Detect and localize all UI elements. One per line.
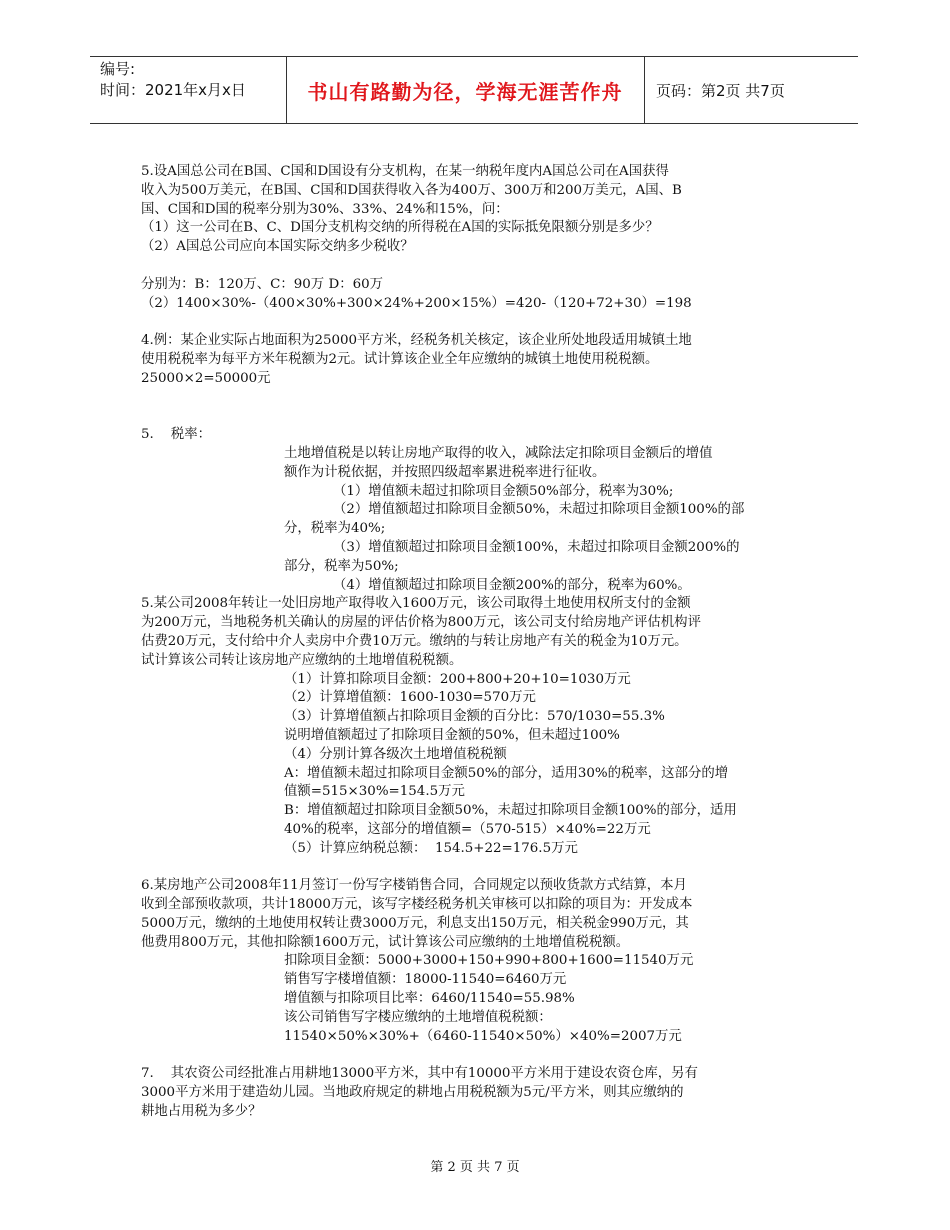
text-line: （1）计算扣除项目金额：200+800+20+10=1030万元 [284, 671, 631, 687]
text-line: （4）分别计算各级次土地增值税税额 [284, 746, 507, 762]
document-number-label: 编号: [100, 60, 136, 78]
text-line: （4）增值额超过扣除项目金额200%的部分，税率为60%。 [333, 577, 691, 593]
text-line: 部分，税率为50%; [284, 558, 399, 574]
text-line: A：增值额未超过扣除项目金额50%的部分，适用30%的税率，这部分的增 [284, 765, 729, 781]
text-line: （5）计算应纳税总额： 154.5+22=176.5万元 [284, 840, 578, 856]
text-line: 土地增值税是以转让房地产取得的收入，减除法定扣除项目金额后的增值 [284, 445, 713, 461]
text-line: 分别为：B：120万、C：90万 D：60万 [141, 276, 384, 292]
text-line: （3）计算增值额占扣除项目金额的百分比：570/1030=55.3% [284, 709, 665, 725]
text-line: 5000万元，缴纳的土地使用权转让费3000万元，利息支出150万元，相关税金990万元，其 [141, 915, 689, 931]
text-line: 5.设A国总公司在B国、C国和D国设有分支机构，在某一纳税年度内A国总公司在A国获得 [141, 164, 669, 179]
text-line: 扣除项目金额：5000+3000+150+990+800+1600=11540万元 [284, 953, 694, 969]
text-line: 销售写字楼增值额：18000-11540=6460万元 [284, 972, 567, 988]
text-line: 6.某房地产公司2008年11月签订一份写字楼销售合同，合同规定以预收货款方式结算，本月 [141, 878, 687, 894]
text-line: （1）这一公司在B、C、D国分支机构交纳的所得税在A国的实际抵免限额分别是多少？ [141, 220, 659, 236]
document-time-label: 时间：2021年x月x日 [100, 81, 246, 99]
text-line: B：增值额超过扣除项目金额50%，未超过扣除项目金额100%的部分，适用 [284, 803, 737, 819]
text-line: （1）增值额未超过扣除项目金额50%部分，税率为30%; [333, 483, 674, 499]
text-line: （2）增值额超过扣除项目金额50%，未超过扣除项目金额100%的部 [333, 502, 745, 518]
page-header [90, 56, 858, 124]
text-line: 11540×50%×30%+（6460-11540×50%）×40%=2007万元 [284, 1028, 682, 1044]
text-line: （2）1400×30%-（400×30%+300×24%+200×15%）=420-（120+72+30）=198 [141, 295, 692, 311]
text-line: 收入为500万美元，在B国、C国和D国获得收入各为400万、300万和200万美元，A国、B [141, 182, 682, 198]
text-line: 3000平方米用于建造幼儿园。当地政府规定的耕地占用税税额为5元/平方米，则其应缴纳的 [141, 1085, 684, 1101]
document-body [141, 163, 821, 1122]
text-line: （3）增值额超过扣除项目金额100%，未超过扣除项目金额200%的 [333, 539, 740, 555]
text-line: （2）A国总公司应向本国实际交纳多少税收？ [141, 239, 414, 255]
text-line: 5.某公司2008年转让一处旧房地产取得收入1600万元，该公司取得土地使用权所支付的金额 [141, 596, 691, 612]
text-line: 额作为计税依据，并按照四级超率累进税率进行征收。 [284, 464, 606, 480]
text-line: 40%的税率，这部分的增值额=（570-515）×40%=22万元 [284, 821, 651, 837]
text-line: 使用税税率为每平方米年税额为2元。试计算该企业全年应缴纳的城镇土地使用税税额。 [141, 351, 659, 367]
header-motto: 书山有路勤为径，学海无涯苦作舟 [307, 79, 623, 104]
text-line: 为200万元，当地税务机关确认的房屋的评估价格为800万元，该公司支付给房地产评估机构评 [141, 615, 701, 631]
text-line: 5. 税率： [141, 427, 211, 443]
text-line: 值额=515×30%=154.5万元 [284, 784, 465, 800]
text-line: 增值额与扣除项目比率：6460/11540=55.98% [284, 991, 575, 1007]
text-line: 估费20万元，支付给中介人卖房中介费10万元。缴纳的与转让房地产有关的税金为10万元。 [141, 633, 688, 649]
text-line: （2）计算增值额：1600-1030=570万元 [284, 690, 536, 706]
text-line: 7. 其农资公司经批准占用耕地13000平方米，其中有10000平方米用于建设农资仓库，另有 [141, 1066, 698, 1082]
text-line: 收到全部预收款项，共计18000万元，该写字楼经税务机关审核可以扣除的项目为：开发成本 [141, 897, 693, 913]
text-line: 25000×2=50000元 [141, 370, 271, 386]
text-line: 他费用800万元，其他扣除额1600万元，试计算该公司应缴纳的土地增值税税额。 [141, 934, 630, 950]
header-divider [644, 57, 645, 123]
text-line: 分，税率为40%; [284, 521, 386, 537]
text-line: 说明增值额超过了扣除项目金额的50%，但未超过100% [284, 727, 620, 743]
text-line: 4.例：某企业实际占地面积为25000平方米，经税务机关核定，该企业所处地段适用城镇土地 [141, 333, 692, 349]
page-footer: 第 2 页 共 7 页 [430, 1160, 520, 1175]
header-page-info: 页码：第2页 共7页 [656, 81, 785, 100]
text-line: 该公司销售写字楼应缴纳的土地增值税税额： [284, 1009, 552, 1025]
header-meta [100, 59, 246, 101]
text-line: 试计算该公司转让该房地产应缴纳的土地增值税税额。 [141, 652, 463, 668]
text-line: 耕地占用税为多少？ [141, 1103, 262, 1119]
text-line: 国、C国和D国的税率分别为30%、33%、24%和15%，问： [141, 201, 509, 217]
